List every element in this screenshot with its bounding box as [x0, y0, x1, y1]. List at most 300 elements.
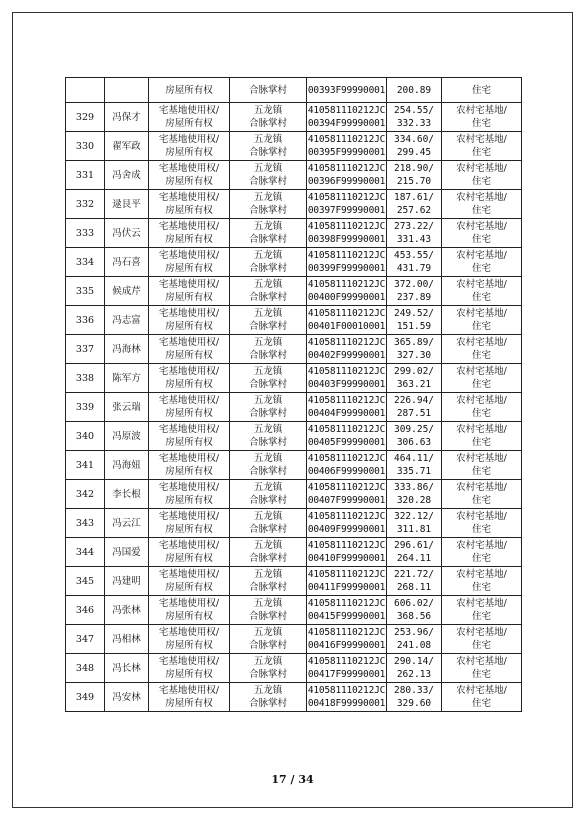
- cell-cert-code-line: 00396F99990001: [307, 176, 386, 187]
- cell-location-line: 合脉掌村: [248, 553, 287, 564]
- cell-no: [66, 78, 105, 103]
- cell-area-line: 606.02/: [393, 598, 435, 609]
- cell-name: 冯建明: [105, 567, 149, 596]
- cell-area-line: 363.21: [396, 379, 432, 390]
- table-row: [66, 596, 522, 625]
- cell-location-line: 五龙镇: [253, 337, 283, 348]
- cell-cert-code: [307, 161, 387, 190]
- cell-location-line: 五龙镇: [253, 163, 283, 174]
- cell-cert-code-line: 410581110212JC: [307, 134, 386, 145]
- cell-area-line: 280.33/: [393, 685, 435, 696]
- cell-no: 330: [66, 132, 105, 161]
- cell-area-line: 333.86/: [393, 482, 435, 493]
- cell-no: 331: [66, 161, 105, 190]
- cell-no: 348: [66, 654, 105, 683]
- cell-location-line: 五龙镇: [253, 192, 283, 203]
- table-row: [66, 480, 522, 509]
- table-row-continued: [66, 78, 522, 103]
- cell-location: 合脉掌村: [230, 78, 307, 103]
- cell-name: 冯石喜: [105, 248, 149, 277]
- table-row: [66, 335, 522, 364]
- table-body: [66, 78, 522, 712]
- cell-cert-code: [307, 480, 387, 509]
- table-row: [66, 393, 522, 422]
- table-row: [66, 306, 522, 335]
- cell-cert-code: [307, 596, 387, 625]
- cell-location-line: 五龙镇: [253, 482, 283, 493]
- table-row: [66, 625, 522, 654]
- cell-use-line: 农村宅基地/: [456, 337, 507, 348]
- cell-use: [442, 132, 522, 161]
- cell-area-line: 151.59: [396, 321, 432, 332]
- cell-right-type-line: 宅基地使用权/: [158, 279, 220, 290]
- cell-name: 冯张林: [105, 596, 149, 625]
- cell-area: [387, 451, 442, 480]
- cell-use-line: 住宅: [471, 495, 491, 506]
- cell-location: [230, 190, 307, 219]
- cell-no: 347: [66, 625, 105, 654]
- cell-cert-code-line: 410581110212JC: [307, 366, 386, 377]
- cell-area-line: 311.81: [396, 524, 432, 535]
- cell-location-line: 五龙镇: [253, 105, 283, 116]
- cell-area-line: 365.89/: [393, 337, 435, 348]
- cell-use-line: 住宅: [471, 176, 491, 187]
- cell-location-line: 合脉掌村: [248, 611, 287, 622]
- cell-area-line: 187.61/: [393, 192, 435, 203]
- cell-area: [387, 335, 442, 364]
- cell-cert-code-line: 410581110212JC: [307, 424, 386, 435]
- cell-no: 340: [66, 422, 105, 451]
- cell-area: [387, 567, 442, 596]
- cell-use-line: 住宅: [471, 466, 491, 477]
- cell-location: [230, 422, 307, 451]
- cell-use: [442, 422, 522, 451]
- cell-area-line: 309.25/: [393, 424, 435, 435]
- cell-no: 337: [66, 335, 105, 364]
- cell-cert-code-line: 00415F99990001: [307, 611, 386, 622]
- cell-name: 陈军方: [105, 364, 149, 393]
- cell-use-line: 农村宅基地/: [456, 366, 507, 377]
- cell-cert-code: [307, 393, 387, 422]
- cell-location-line: 五龙镇: [253, 366, 283, 377]
- cell-right-type-line: 宅基地使用权/: [158, 511, 220, 522]
- cell-location-line: 五龙镇: [253, 453, 283, 464]
- cell-right-type: [149, 103, 230, 132]
- cell-no: 338: [66, 364, 105, 393]
- cell-cert-code-line: 410581110212JC: [307, 482, 386, 493]
- cell-area-line: 329.60: [396, 698, 432, 709]
- cell-location-line: 合脉掌村: [248, 698, 287, 709]
- cell-right-type: [149, 248, 230, 277]
- page-number: 17 / 34: [271, 773, 314, 786]
- cell-name: 逯艮平: [105, 190, 149, 219]
- cell-no: 332: [66, 190, 105, 219]
- cell-cert-code: [307, 567, 387, 596]
- cell-cert-code-line: 00402F99990001: [307, 350, 386, 361]
- cell-use-line: 住宅: [471, 205, 491, 216]
- cell-area-line: 322.12/: [393, 511, 435, 522]
- cell-use-line: 住宅: [471, 321, 491, 332]
- cell-right-type: [149, 422, 230, 451]
- table-row: [66, 538, 522, 567]
- cell-right-type-line: 房屋所有权: [165, 698, 213, 709]
- cell-name: 翟军政: [105, 132, 149, 161]
- cell-cert-code: [307, 538, 387, 567]
- cell-use: [442, 654, 522, 683]
- cell-right-type: [149, 509, 230, 538]
- cell-use: [442, 248, 522, 277]
- table-row: [66, 422, 522, 451]
- cell-right-type: [149, 654, 230, 683]
- cell-area: [387, 654, 442, 683]
- cell-cert-code: [307, 335, 387, 364]
- cell-location-line: 合脉掌村: [248, 321, 287, 332]
- cell-use: [442, 509, 522, 538]
- cell-location-line: 五龙镇: [253, 134, 283, 145]
- cell-location-line: 五龙镇: [253, 279, 283, 290]
- cell-use-line: 住宅: [471, 582, 491, 593]
- cell-location: [230, 654, 307, 683]
- cell-right-type-line: 房屋所有权: [165, 234, 213, 245]
- cell-area-line: 368.56: [396, 611, 432, 622]
- cell-use: [442, 161, 522, 190]
- cell-location: [230, 219, 307, 248]
- cell-location-line: 五龙镇: [253, 685, 283, 696]
- cell-right-type-line: 宅基地使用权/: [158, 163, 220, 174]
- cell-cert-code: [307, 625, 387, 654]
- cell-location: [230, 364, 307, 393]
- cell-use: [442, 335, 522, 364]
- cell-name: 冯云江: [105, 509, 149, 538]
- cell-right-type-line: 房屋所有权: [165, 466, 213, 477]
- cell-right-type: [149, 364, 230, 393]
- cell-use-line: 住宅: [471, 669, 491, 680]
- cell-cert-code-line: 410581110212JC: [307, 598, 386, 609]
- table-row: [66, 103, 522, 132]
- cell-no: 336: [66, 306, 105, 335]
- cell-use: [442, 625, 522, 654]
- cell-use-line: 农村宅基地/: [456, 424, 507, 435]
- cell-cert-code-line: 00404F99990001: [307, 408, 386, 419]
- cell-use-line: 住宅: [471, 118, 491, 129]
- cell-use-line: 农村宅基地/: [456, 627, 507, 638]
- cell-right-type-line: 宅基地使用权/: [158, 540, 220, 551]
- cell-area-line: 464.11/: [393, 453, 435, 464]
- cell-location: [230, 335, 307, 364]
- cell-use-line: 农村宅基地/: [456, 308, 507, 319]
- cell-use-line: 农村宅基地/: [456, 482, 507, 493]
- cell-no: 344: [66, 538, 105, 567]
- cell-area-line: 273.22/: [393, 221, 435, 232]
- cell-location: [230, 393, 307, 422]
- cell-location: [230, 567, 307, 596]
- cell-no: 341: [66, 451, 105, 480]
- cell-right-type-line: 宅基地使用权/: [158, 250, 220, 261]
- cell-right-type-line: 房屋所有权: [165, 292, 213, 303]
- cell-location: [230, 103, 307, 132]
- cell-location-line: 五龙镇: [253, 511, 283, 522]
- cell-right-type: [149, 277, 230, 306]
- cell-right-type: [149, 161, 230, 190]
- cell-use: [442, 480, 522, 509]
- cell-area-line: 431.79: [396, 263, 432, 274]
- cell-area-line: 237.89: [396, 292, 432, 303]
- cell-use-line: 住宅: [471, 553, 491, 564]
- cell-use-line: 农村宅基地/: [456, 221, 507, 232]
- cell-use-line: 住宅: [471, 408, 491, 419]
- cell-right-type-line: 房屋所有权: [165, 524, 213, 535]
- table-row: [66, 509, 522, 538]
- cell-area: [387, 306, 442, 335]
- cell-right-type: [149, 567, 230, 596]
- cell-area-line: 249.52/: [393, 308, 435, 319]
- cell-no: 349: [66, 683, 105, 712]
- cell-right-type: [149, 480, 230, 509]
- cell-name: 冯安林: [105, 683, 149, 712]
- cell-cert-code-line: 00411F99990001: [307, 582, 386, 593]
- cell-cert-code-line: 410581110212JC: [307, 540, 386, 551]
- cell-area: [387, 538, 442, 567]
- cell-area: [387, 596, 442, 625]
- cell-area-line: 221.72/: [393, 569, 435, 580]
- cell-location: [230, 683, 307, 712]
- cell-right-type: [149, 538, 230, 567]
- cell-use-line: 农村宅基地/: [456, 105, 507, 116]
- cell-area-line: 215.70: [396, 176, 432, 187]
- cell-location: [230, 132, 307, 161]
- cell-use-line: 住宅: [471, 234, 491, 245]
- cell-area-line: 372.00/: [393, 279, 435, 290]
- cell-name: 冯志富: [105, 306, 149, 335]
- cell-area-line: 306.63: [396, 437, 432, 448]
- cell-location-line: 合脉掌村: [248, 263, 287, 274]
- cell-use: [442, 277, 522, 306]
- cell-use-line: 住宅: [471, 263, 491, 274]
- cell-cert-code-line: 00397F99990001: [307, 205, 386, 216]
- cell-right-type-line: 宅基地使用权/: [158, 656, 220, 667]
- cell-right-type: [149, 335, 230, 364]
- table-row: [66, 132, 522, 161]
- cell-cert-code-line: 410581110212JC: [307, 511, 386, 522]
- cell-cert-code-line: 00400F99990001: [307, 292, 386, 303]
- cell-right-type: [149, 190, 230, 219]
- cell-location-line: 五龙镇: [253, 424, 283, 435]
- cell-use: 住宅: [442, 78, 522, 103]
- cell-location-line: 合脉掌村: [248, 292, 287, 303]
- cell-use-line: 住宅: [471, 698, 491, 709]
- cell-area-line: 253.96/: [393, 627, 435, 638]
- cell-cert-code: [307, 103, 387, 132]
- cell-area-line: 332.33: [396, 118, 432, 129]
- cell-right-type: [149, 683, 230, 712]
- cell-location: [230, 451, 307, 480]
- cell-location: [230, 596, 307, 625]
- cell-cert-code-line: 00416F99990001: [307, 640, 386, 651]
- cell-use-line: 农村宅基地/: [456, 134, 507, 145]
- cell-right-type-line: 宅基地使用权/: [158, 453, 220, 464]
- cell-right-type-line: 宅基地使用权/: [158, 366, 220, 377]
- cell-use-line: 农村宅基地/: [456, 540, 507, 551]
- cell-area-line: 331.43: [396, 234, 432, 245]
- cell-area-line: 335.71: [396, 466, 432, 477]
- cell-name: 冯海林: [105, 335, 149, 364]
- cell-cert-code-line: 410581110212JC: [307, 395, 386, 406]
- cell-right-type: [149, 306, 230, 335]
- cell-cert-code: 00393F99990001: [307, 78, 387, 103]
- table-row: [66, 277, 522, 306]
- cell-right-type: 房屋所有权: [149, 78, 230, 103]
- cell-no: 333: [66, 219, 105, 248]
- cell-location-line: 合脉掌村: [248, 408, 287, 419]
- cell-right-type-line: 宅基地使用权/: [158, 308, 220, 319]
- cell-location-line: 合脉掌村: [248, 176, 287, 187]
- table-row: [66, 364, 522, 393]
- cell-area-line: 299.02/: [393, 366, 435, 377]
- cell-cert-code-line: 410581110212JC: [307, 192, 386, 203]
- cell-right-type-line: 房屋所有权: [165, 495, 213, 506]
- cell-name: 冯海妞: [105, 451, 149, 480]
- cell-right-type-line: 房屋所有权: [165, 205, 213, 216]
- cell-location-line: 合脉掌村: [248, 234, 287, 245]
- cell-cert-code: [307, 451, 387, 480]
- table-row: [66, 161, 522, 190]
- cell-area-line: 320.28: [396, 495, 432, 506]
- cell-use-line: 农村宅基地/: [456, 163, 507, 174]
- cell-right-type-line: 宅基地使用权/: [158, 685, 220, 696]
- cell-use-line: 住宅: [471, 379, 491, 390]
- cell-cert-code: [307, 422, 387, 451]
- cell-use-line: 住宅: [471, 147, 491, 158]
- cell-use-line: 住宅: [471, 350, 491, 361]
- cell-use-line: 住宅: [471, 640, 491, 651]
- cell-location-line: 合脉掌村: [248, 205, 287, 216]
- cell-location-line: 合脉掌村: [248, 466, 287, 477]
- cell-area-line: 262.13: [396, 669, 432, 680]
- cell-use-line: 住宅: [471, 437, 491, 448]
- table-row: [66, 219, 522, 248]
- cell-area-line: 264.11: [396, 553, 432, 564]
- cell-location-line: 五龙镇: [253, 395, 283, 406]
- cell-cert-code-line: 410581110212JC: [307, 279, 386, 290]
- cell-location-line: 五龙镇: [253, 569, 283, 580]
- cell-right-type-line: 宅基地使用权/: [158, 482, 220, 493]
- cell-name: 张云瑞: [105, 393, 149, 422]
- cell-area: [387, 248, 442, 277]
- cell-name: 冯伏云: [105, 219, 149, 248]
- cell-right-type-line: 宅基地使用权/: [158, 569, 220, 580]
- cell-right-type-line: 宅基地使用权/: [158, 105, 220, 116]
- cell-location-line: 五龙镇: [253, 221, 283, 232]
- cell-cert-code: [307, 277, 387, 306]
- cell-location-line: 五龙镇: [253, 540, 283, 551]
- cell-use: [442, 683, 522, 712]
- cell-right-type: [149, 625, 230, 654]
- cell-area: [387, 393, 442, 422]
- cell-right-type-line: 宅基地使用权/: [158, 134, 220, 145]
- cell-area: [387, 422, 442, 451]
- cell-right-type: [149, 596, 230, 625]
- cell-location-line: 五龙镇: [253, 250, 283, 261]
- cell-cert-code: [307, 683, 387, 712]
- cell-use-line: 农村宅基地/: [456, 656, 507, 667]
- cell-use-line: 住宅: [471, 524, 491, 535]
- cell-cert-code-line: 00406F99990001: [307, 466, 386, 477]
- cell-cert-code: [307, 509, 387, 538]
- cell-location-line: 五龙镇: [253, 656, 283, 667]
- cell-area-line: 287.51: [396, 408, 432, 419]
- cell-use: [442, 538, 522, 567]
- cell-use: [442, 219, 522, 248]
- cell-location-line: 合脉掌村: [248, 495, 287, 506]
- cell-cert-code-line: 00398F99990001: [307, 234, 386, 245]
- cell-cert-code-line: 00395F99990001: [307, 147, 386, 158]
- cell-area: [387, 625, 442, 654]
- cell-right-type-line: 宅基地使用权/: [158, 598, 220, 609]
- table-row: [66, 567, 522, 596]
- cell-location-line: 合脉掌村: [248, 524, 287, 535]
- cell-location: [230, 277, 307, 306]
- cell-right-type-line: 房屋所有权: [165, 118, 213, 129]
- cell-area-line: 218.90/: [393, 163, 435, 174]
- cell-area-line: 290.14/: [393, 656, 435, 667]
- cell-cert-code-line: 00407F99990001: [307, 495, 386, 506]
- cell-area: [387, 190, 442, 219]
- cell-area: [387, 161, 442, 190]
- cell-name: 冯保才: [105, 103, 149, 132]
- cell-right-type-line: 房屋所有权: [165, 611, 213, 622]
- cell-no: 345: [66, 567, 105, 596]
- cell-use-line: 住宅: [471, 611, 491, 622]
- cell-right-type-line: 宅基地使用权/: [158, 192, 220, 203]
- cell-use: [442, 364, 522, 393]
- cell-cert-code-line: 410581110212JC: [307, 337, 386, 348]
- cell-area-line: 296.61/: [393, 540, 435, 551]
- cell-location: [230, 248, 307, 277]
- cell-no: 335: [66, 277, 105, 306]
- cell-cert-code: [307, 248, 387, 277]
- table-row: [66, 248, 522, 277]
- cell-cert-code: [307, 306, 387, 335]
- cell-name: [105, 78, 149, 103]
- cell-no: 329: [66, 103, 105, 132]
- cell-no: 339: [66, 393, 105, 422]
- cell-cert-code-line: 00409F99990001: [307, 524, 386, 535]
- cell-right-type-line: 房屋所有权: [165, 553, 213, 564]
- cell-use: [442, 567, 522, 596]
- cell-location-line: 五龙镇: [253, 627, 283, 638]
- cell-location-line: 五龙镇: [253, 308, 283, 319]
- cell-cert-code-line: 410581110212JC: [307, 250, 386, 261]
- cell-area: [387, 132, 442, 161]
- cell-right-type: [149, 132, 230, 161]
- cell-area-line: 268.11: [396, 582, 432, 593]
- cell-location-line: 合脉掌村: [248, 582, 287, 593]
- cell-right-type-line: 宅基地使用权/: [158, 337, 220, 348]
- cell-cert-code-line: 00418F99990001: [307, 698, 386, 709]
- cell-cert-code: [307, 219, 387, 248]
- cell-area: 200.89: [387, 78, 442, 103]
- cell-use-line: 农村宅基地/: [456, 192, 507, 203]
- cell-area-line: 257.62: [396, 205, 432, 216]
- cell-use-line: 农村宅基地/: [456, 511, 507, 522]
- cell-right-type-line: 房屋所有权: [165, 147, 213, 158]
- cell-area-line: 254.55/: [393, 105, 435, 116]
- cell-name: 冯原波: [105, 422, 149, 451]
- cell-cert-code: [307, 364, 387, 393]
- cell-use-line: 农村宅基地/: [456, 453, 507, 464]
- cell-cert-code-line: 410581110212JC: [307, 656, 386, 667]
- table-row: [66, 654, 522, 683]
